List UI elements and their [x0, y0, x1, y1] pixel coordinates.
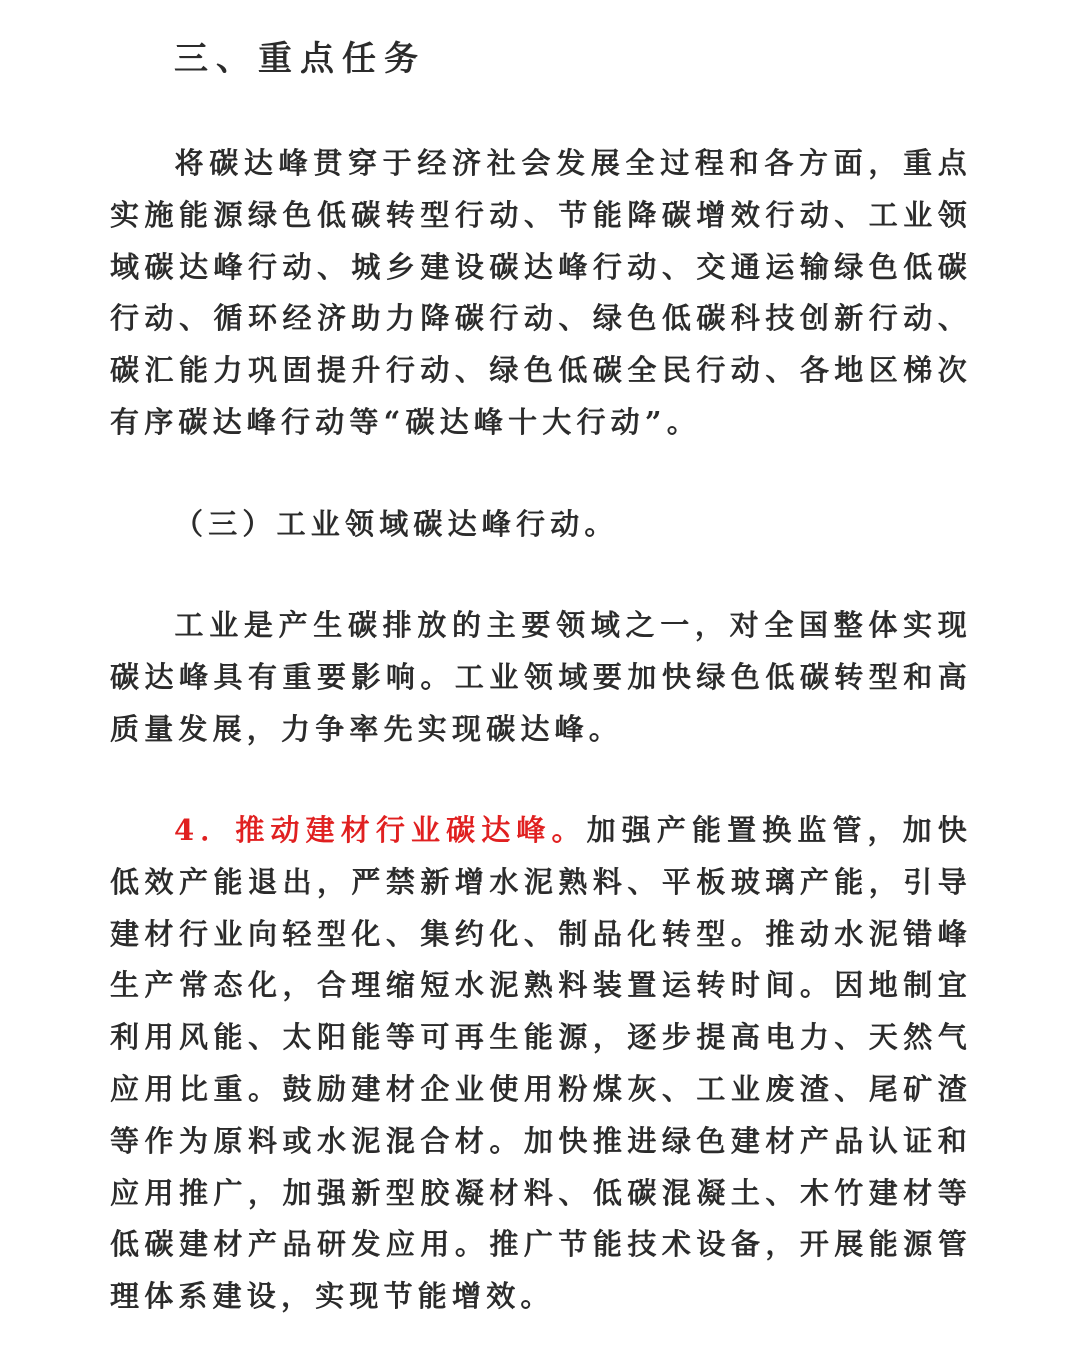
- intro-paragraph: [110, 138, 972, 449]
- item-title: 4．推动建材行业碳达峰。: [174, 813, 587, 847]
- item-body-text: 加强产能置换监管，加快低效产能退出，严禁新增水泥熟料、平板玻璃产能，引导建材行业向轻型化、集约化、制品化转型。推动水泥错峰生产常态化，合理缩短水泥熟料装置运转时间。因地制宜利用风能、太阳能等可再生能源，逐步提高电力、天然气应用比重。鼓励建材企业使用粉煤灰、工业废渣、尾矿渣等作为原料或水泥混合材。加快推进绿色建材产品认证和应用推广，加强新型胶凝材料、低碳混凝土、木竹建材等低碳建材产品研发应用。推广节能技术设备，开展能源管理体系建设，实现节能增效。: [110, 813, 972, 1314]
- section-heading: 三、重点任务: [174, 39, 426, 79]
- subsection-paragraph: [110, 600, 972, 755]
- item-paragraph: [110, 805, 972, 1323]
- subsection-heading: [110, 498, 619, 550]
- intro-paragraph-text: 将碳达峰贯穿于经济社会发展全过程和各方面，重点实施能源绿色低碳转型行动、节能降碳增效行动、工业领域碳达峰行动、城乡建设碳达峰行动、交通运输绿色低碳行动、循环经济助力降碳行动、绿色低碳科技创新行动、碳汇能力巩固提升行动、绿色低碳全民行动、各地区梯次有序碳达峰行动等“碳达峰十大行动”。: [110, 146, 972, 439]
- subsection-heading-text: （三）工业领域碳达峰行动。: [174, 507, 619, 541]
- subsection-paragraph-text: 工业是产生碳排放的主要领域之一，对全国整体实现碳达峰具有重要影响。工业领域要加快绿色低碳转型和高质量发展，力争率先实现碳达峰。: [110, 608, 972, 746]
